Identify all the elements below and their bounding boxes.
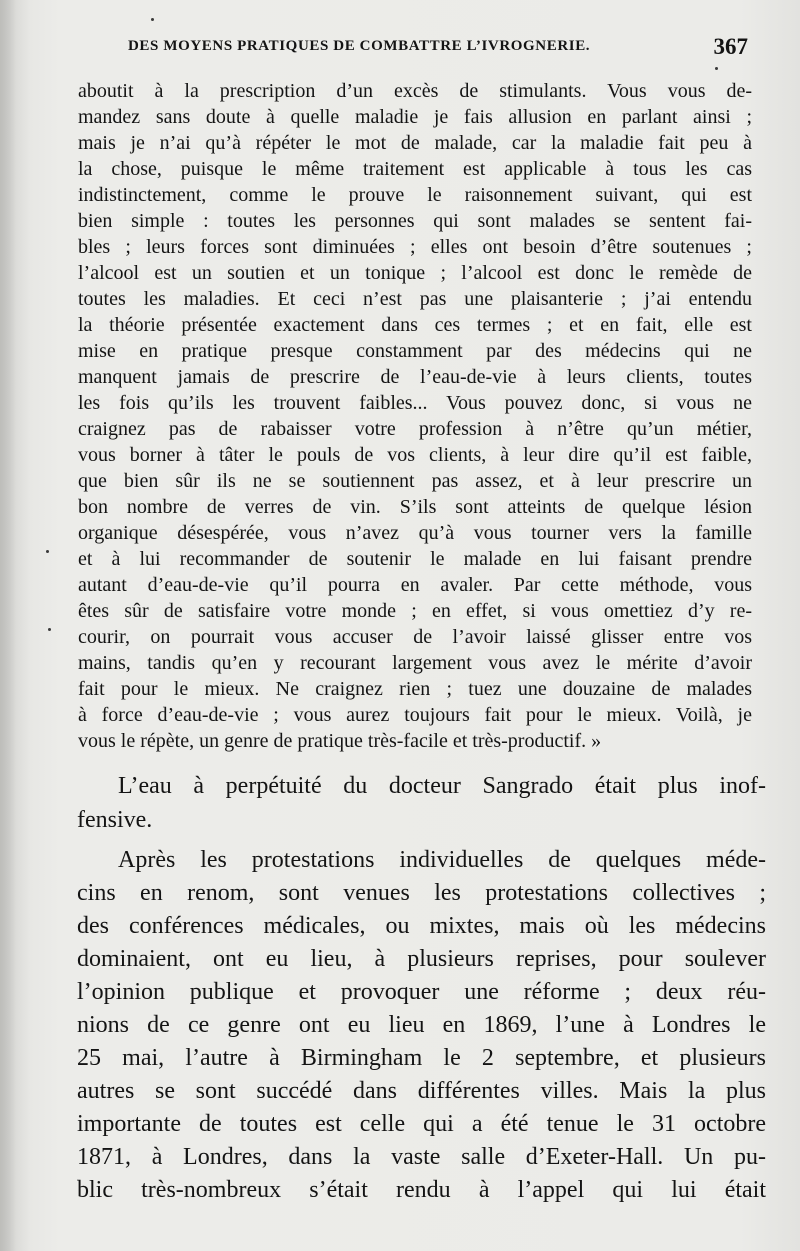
running-header [0,34,800,68]
quote-line: mise en pratique presque constamment par des médecins qui ne [78,340,752,362]
body-line: autres se sont succédé dans différentes villes. Mais la plus [77,1078,766,1104]
quote-line: bles ; leurs forces sont diminuées ; elles ont besoin d’être soutenues ; [78,236,752,258]
body-line: des conférences médicales, ou mixtes, mais où les médecins [77,913,766,939]
ink-speck [151,18,154,21]
quote-line: courir, on pourrait vous accuser de l’avoir laissé glisser entre vos [78,626,752,648]
quote-line: et à lui recommander de soutenir le malade en lui faisant prendre [78,548,752,570]
quote-line: fait pour le mieux. Ne craignez rien ; tuez une douzaine de malades [78,678,752,700]
body-line: L’eau à perpétuité du docteur Sangrado était plus inof- [118,773,766,799]
quote-line: bien simple : toutes les personnes qui sont malades se sentent fai- [78,210,752,232]
quote-line: bon nombre de verres de vin. S’ils sont atteints de quelque lésion [78,496,752,518]
quote-line: la chose, puisque le même traitement est applicable à tous les cas [78,158,752,180]
quote-line: manquent jamais de prescrire de l’eau-de-vie à leurs clients, toutes [78,366,752,388]
body-line: cins en renom, sont venues les protestations collectives ; [77,880,766,906]
quote-line: l’alcool est un soutien et un tonique ; l’alcool est donc le remède de [78,262,752,284]
quote-line: mandez sans doute à quelle maladie je fais allusion en parlant ainsi ; [78,106,752,128]
quote-line: vous le répète, un genre de pratique très-facile et très-productif. » [78,730,602,752]
body-line: 25 mai, l’autre à Birmingham le 2 septembre, et plusieurs [77,1045,766,1071]
body-line: l’opinion publique et provoquer une réforme ; deux réu- [77,979,766,1005]
body-line: 1871, à Londres, dans la vaste salle d’Exeter-Hall. Un pu- [77,1144,766,1170]
ink-speck [46,550,49,553]
quote-line: que bien sûr ils ne se soutiennent pas assez, et à leur prescrire un [78,470,752,492]
quote-line: craignez pas de rabaisser votre profession à n’être qu’un métier, [78,418,752,440]
running-title: DES MOYENS PRATIQUES DE COMBATTRE L’IVROGNERIE. [128,38,591,54]
body-line: importante de toutes est celle qui a été tenue le 31 octobre [77,1111,766,1137]
quote-line: autant d’eau-de-vie qu’il pourra en avaler. Par cette méthode, vous [78,574,752,596]
body-line: fensive. [77,807,153,833]
quote-line: à force d’eau-de-vie ; vous aurez toujours fait pour le mieux. Voilà, je [78,704,752,726]
ink-speck [48,628,51,631]
quote-line: aboutit à la prescription d’un excès de stimulants. Vous vous de- [78,80,752,102]
body-line: nions de ce genre ont eu lieu en 1869, l’une à Londres le [77,1012,766,1038]
body-line: Après les protestations individuelles de quelques méde- [118,847,766,873]
page-edge-shadow [0,0,16,1251]
page-number: 367 [713,34,748,59]
quote-line: organique désespérée, vous n’avez qu’à vous tourner vers la famille [78,522,752,544]
quote-line: les fois qu’ils les trouvent faibles... Vous pouvez donc, si vous ne [78,392,752,414]
quote-line: mais je n’ai qu’à répéter le mot de malade, car la maladie fait peu à [78,132,752,154]
quote-line: toutes les maladies. Et ceci n’est pas une plaisanterie ; j’ai entendu [78,288,752,310]
quote-line: êtes sûr de satisfaire votre monde ; en effet, si vous omettiez d’y re- [78,600,752,622]
body-line: blic très-nombreux s’était rendu à l’appel qui lui était [77,1177,766,1203]
quote-line: mains, tandis qu’en y recourant largement vous avez le mérite d’avoir [78,652,752,674]
quote-line: vous borner à tâter le pouls de vos clients, à leur dire qu’il est faible, [78,444,752,466]
quote-line: la théorie présentée exactement dans ces termes ; et en fait, elle est [78,314,752,336]
quote-line: indistinctement, comme le prouve le raisonnement suivant, qui est [78,184,752,206]
body-line: dominaient, ont eu lieu, à plusieurs reprises, pour soulever [77,946,766,972]
